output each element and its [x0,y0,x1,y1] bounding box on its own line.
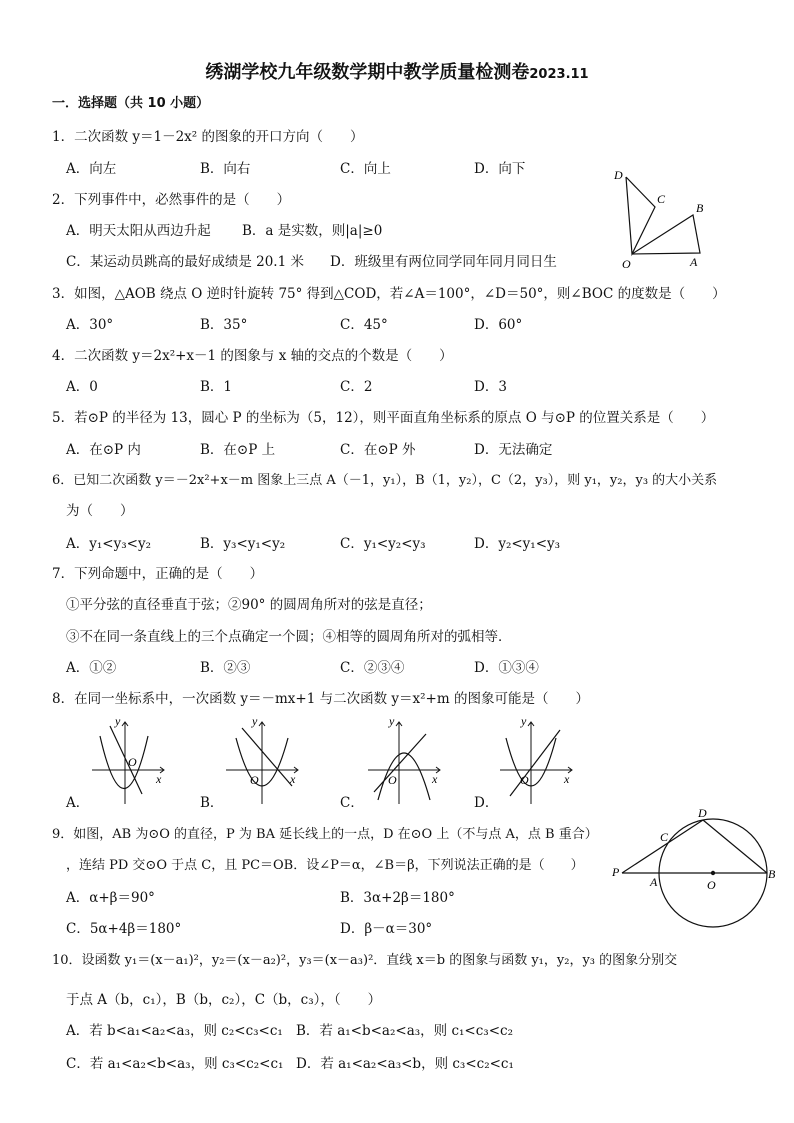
q1-option-c: C．向上 [340,161,391,177]
q10-option-b: B．若 a₁<b<a₂<a₃，则 c₁<c₃<c₂ [296,1023,514,1039]
q9-circle-figure [610,805,785,935]
question-2-stem: 2．下列事件中，必然事件的是（ ） [52,192,291,208]
axis-y-label: y [389,714,395,728]
q8-option-a: A． [66,795,90,811]
label-c: C [660,830,669,844]
q9-option-b: B．3α+2β＝180° [340,890,455,906]
q2-option-c: C．某运动员跳高的最好成绩是 20.1 米 [66,254,304,270]
question-8-stem: 8．在同一坐标系中，一次函数 y＝－mx+1 与二次函数 y＝x²+m 的图象可能是（ ） [52,691,589,707]
q10-option-c: C．若 a₁<a₂<b<a₃，则 c₃<c₂<c₁ [66,1056,284,1072]
q2-option-a: A．明天太阳从西边升起 [66,223,211,239]
q7-option-a: A．①② [66,660,117,676]
q5-option-a: A．在⊙P 内 [66,442,141,458]
q7-option-b: B．②③ [200,660,251,676]
label-d: D [614,168,623,182]
q4-option-b: B．1 [200,379,233,395]
q9-option-d: D．β－α＝30° [340,921,433,937]
q6-option-b: B．y₃<y₁<y₂ [200,536,286,552]
q1-option-a: A．向左 [66,161,117,177]
origin-label: O [520,773,529,787]
q8-option-b: B． [200,795,224,811]
q7-statement-line2: ③不在同一条直线上的三个点确定一个圆；④相等的圆周角所对的弧相等． [66,629,512,645]
axis-x-label: x [290,772,296,786]
q8-graph-a [90,716,170,806]
label-b: B [696,201,704,215]
q3-option-b: B．35° [200,317,248,333]
q7-statement-line1: ①平分弦的直径垂直于弦；②90° 的圆周角所对的弦是直径； [66,597,432,613]
question-5-stem: 5．若⊙P 的半径为 13，圆心 P 的坐标为（5，12），则平面直角坐标系的原点 O 与⊙P 的位置关系是（ ） [52,410,715,426]
question-6-stem-line1: 6．已知二次函数 y＝－2x²+x－m 图象上三点 A（－1，y₁），B（1，y₂），C（2，y₃），则 y₁，y₂，y₃ 的大小关系 [52,473,718,488]
question-4-stem: 4．二次函数 y＝2x²+x－1 的图象与 x 轴的交点的个数是（ ） [52,348,453,364]
label-a: A [650,875,658,889]
q2-option-d: D．班级里有两位同学同年同月同日生 [330,254,557,270]
q3-option-d: D．60° [474,317,523,333]
axis-x-label: x [564,772,570,786]
question-1-stem: 1．二次函数 y＝1－2x² 的图象的开口方向（ ） [52,129,364,145]
q9-option-a: A．α+β＝90° [66,890,155,906]
question-10-stem-line1: 10．设函数 y₁＝(x－a₁)²，y₂＝(x－a₂)²，y₃＝(x－a₃)²．直线 x＝b 的图象与函数 y₁，y₂，y₃ 的图象分别交 [52,953,678,968]
q3-option-c: C．45° [340,317,388,333]
label-d: D [698,806,707,820]
label-c: C [657,192,666,206]
question-9-stem-line1: 9．如图，AB 为⊙O 的直径，P 为 BA 延长线上的一点，D 在⊙O 上（不与点 A，点 B 重合） [52,827,598,842]
question-9-stem-line2: ，连结 PD 交⊙O 于点 C，且 PC＝OB．设∠P＝α，∠B＝β，下列说法正确的是（ ） [66,858,584,873]
page-title: 绣湖学校九年级数学期中教学质量检测卷2023.11 [205,62,589,83]
q3-rotation-figure [600,165,720,275]
q2-option-b: B．a 是实数，则|a|≥0 [242,223,383,239]
q10-option-a: A．若 b<a₁<a₂<a₃，则 c₂<c₃<c₁ [66,1023,283,1039]
section-heading: 一．选择题（共 10 小题） [52,96,210,111]
q10-option-d: D．若 a₁<a₂<a₃<b，则 c₃<c₂<c₁ [296,1056,514,1072]
label-a: A [690,255,698,269]
q8-option-d: D． [474,795,499,811]
q3-option-a: A．30° [66,317,114,333]
question-6-stem-line2: 为（ ） [66,503,134,519]
axis-x-label: x [156,772,162,786]
question-7-stem: 7．下列命题中，正确的是（ ） [52,566,264,582]
label-o: O [707,878,716,892]
q8-graph-c [366,716,446,806]
q6-option-d: D．y₂<y₁<y₃ [474,536,561,552]
q9-option-c: C．5α+4β＝180° [66,921,182,937]
label-o: O [622,257,631,271]
label-b: B [768,867,776,881]
q8-graph-d [498,716,578,806]
axis-y-label: y [115,714,121,728]
origin-label: O [388,773,397,787]
q6-option-a: A．y₁<y₃<y₂ [66,536,151,552]
q5-option-b: B．在⊙P 上 [200,442,276,458]
q4-option-c: C．2 [340,379,373,395]
axis-x-label: x [432,772,438,786]
q7-option-c: C．②③④ [340,660,405,676]
q1-option-d: D．向下 [474,161,526,177]
q5-option-d: D．无法确定 [474,442,553,458]
q5-option-c: C．在⊙P 外 [340,442,416,458]
label-p: P [612,865,620,879]
q4-option-d: D．3 [474,379,507,395]
axis-y-label: y [252,714,258,728]
question-10-stem-line2: 于点 A（b，c₁），B（b，c₂），C（b，c₃），（ ） [66,992,382,1008]
origin-label: O [250,773,259,787]
question-3-stem: 3．如图，△AOB 绕点 O 逆时针旋转 75° 得到△COD，若∠A＝100°，∠D＝50°，则∠BOC 的度数是（ ） [52,286,726,302]
q8-option-c: C． [340,795,364,811]
q6-option-c: C．y₁<y₂<y₃ [340,536,426,552]
q1-option-b: B．向右 [200,161,251,177]
origin-label: O [128,755,137,769]
q4-option-a: A．0 [66,379,98,395]
q8-graph-b [224,716,304,806]
q7-option-d: D．①③④ [474,660,539,676]
axis-y-label: y [521,714,527,728]
